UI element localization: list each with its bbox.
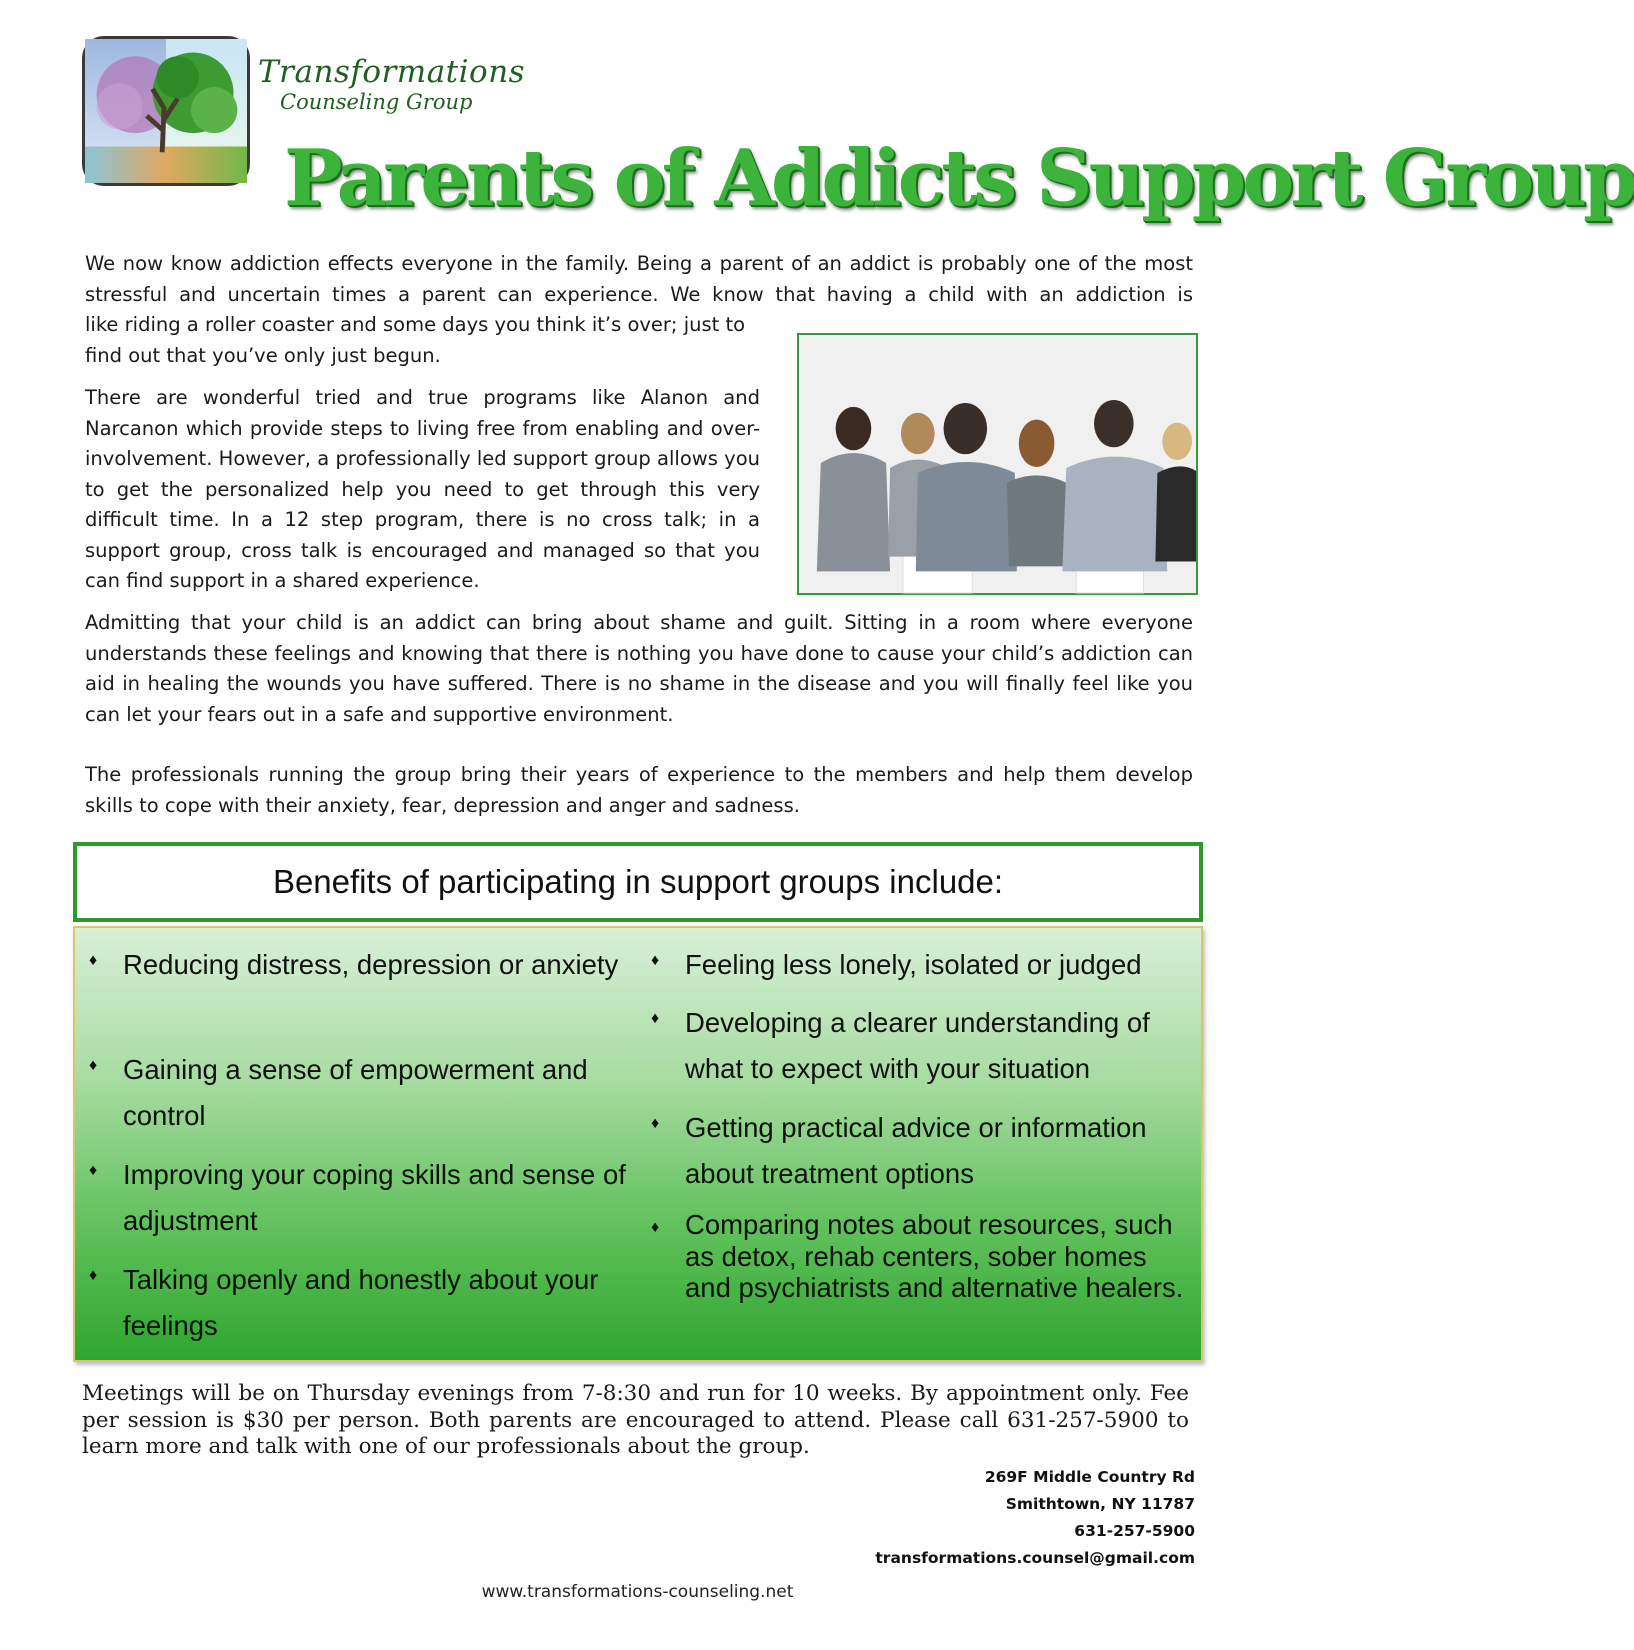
benefit-item: [647, 942, 1142, 988]
benefit-text: Feeling less lonely, isolated or judged: [685, 949, 1142, 980]
benefit-text: Developing a clearer understanding of what to expect with your situation: [685, 1007, 1150, 1084]
brand-subtitle: Counseling Group: [280, 90, 473, 114]
benefits-header: [73, 842, 1203, 922]
contact-email: transformations.counsel@gmail.com: [875, 1549, 1195, 1567]
paragraph-shame: Admitting that your child is an addict can bring about shame and guilt. Sitting in a room where everyone understands these feelings and knowing that there is nothing you have done to cause your child’s addiction can aid in healing the wounds you have suffered. There is no shame in the disease and you will finally feel like you can let your fears out in a safe and supportive environment.: [85, 611, 1193, 726]
meetings-info: Meetings will be on Thursday evenings from 7-8:30 and run for 10 weeks. By appointment only. Fee per session is $30 per person. Both parents are encouraged to attend. Please call 631-257-5900 to learn more and talk with one of our professionals about the group.: [82, 1381, 1189, 1459]
benefit-text: Comparing notes about resources, such as detox, rehab centers, sober homes and psychiatrists and alternative healers.: [685, 1209, 1184, 1303]
diamond-bullet-icon: ♦: [651, 1115, 660, 1132]
intro-paragraph-full: We now know addiction effects everyone in the family. Being a parent of an addict is probably one of the most stressful and uncertain times a parent can experience. We know that having a child with an addiction is: [85, 252, 1193, 306]
benefit-text: Reducing distress, depression or anxiety: [123, 949, 619, 980]
brand-name: Transformations: [258, 54, 526, 90]
benefit-item: [85, 942, 618, 988]
diamond-bullet-icon: ♦: [89, 1162, 98, 1179]
benefits-heading: Benefits of participating in support groups include:: [272, 863, 1004, 900]
benefit-item: [647, 1105, 1197, 1197]
paragraph-professionals: The professionals running the group bring their years of experience to the members and help them develop skills to cope with their anxiety, fear, depression and anger and sadness.: [85, 763, 1193, 817]
benefit-text: Talking openly and honestly about your feelings: [123, 1264, 599, 1341]
benefit-item: [85, 1152, 645, 1244]
benefit-item: [647, 1209, 1197, 1304]
contact-phone: 631-257-5900: [1074, 1522, 1195, 1540]
diamond-bullet-icon: ♦: [651, 952, 660, 969]
support-group-photo: [797, 333, 1198, 595]
benefit-item: [85, 1047, 645, 1139]
diamond-bullet-icon: ♦: [651, 1219, 660, 1236]
paragraph-programs: There are wonderful tried and true programs like Alanon and Narcanon which provide steps to living free from enabling and over-involvement. However, a professionally led support group allows you to get the personalized help you need to get through this very difficult time. In a 12 step program, there is no cross talk; in a support group, cross talk is encouraged and managed so that you can find support in a shared experience.: [85, 386, 760, 592]
diamond-bullet-icon: ♦: [89, 1057, 98, 1074]
intro-paragraph-narrow: like riding a roller coaster and some days you think it’s over; just to find out that you’ve only just begun.: [85, 313, 746, 367]
benefit-text: Getting practical advice or information about treatment options: [685, 1112, 1147, 1189]
benefit-item: [647, 1000, 1197, 1092]
diamond-bullet-icon: ♦: [89, 1267, 98, 1284]
diamond-bullet-icon: ♦: [651, 1010, 660, 1027]
contact-address-line2: Smithtown, NY 11787: [1005, 1495, 1195, 1513]
benefit-text: Improving your coping skills and sense of adjustment: [123, 1159, 626, 1236]
benefit-text: Gaining a sense of empowerment and control: [123, 1054, 588, 1131]
benefits-panel: [73, 926, 1203, 1362]
diamond-bullet-icon: ♦: [89, 952, 98, 969]
page-title: Parents of Addicts Support Group: [284, 133, 1634, 224]
tree-logo-icon: [85, 39, 247, 183]
logo: [82, 36, 250, 186]
website-link: www.transformations-counseling.net: [481, 1582, 794, 1602]
contact-address-line1: 269F Middle Country Rd: [984, 1468, 1195, 1486]
benefit-item: [85, 1257, 645, 1349]
